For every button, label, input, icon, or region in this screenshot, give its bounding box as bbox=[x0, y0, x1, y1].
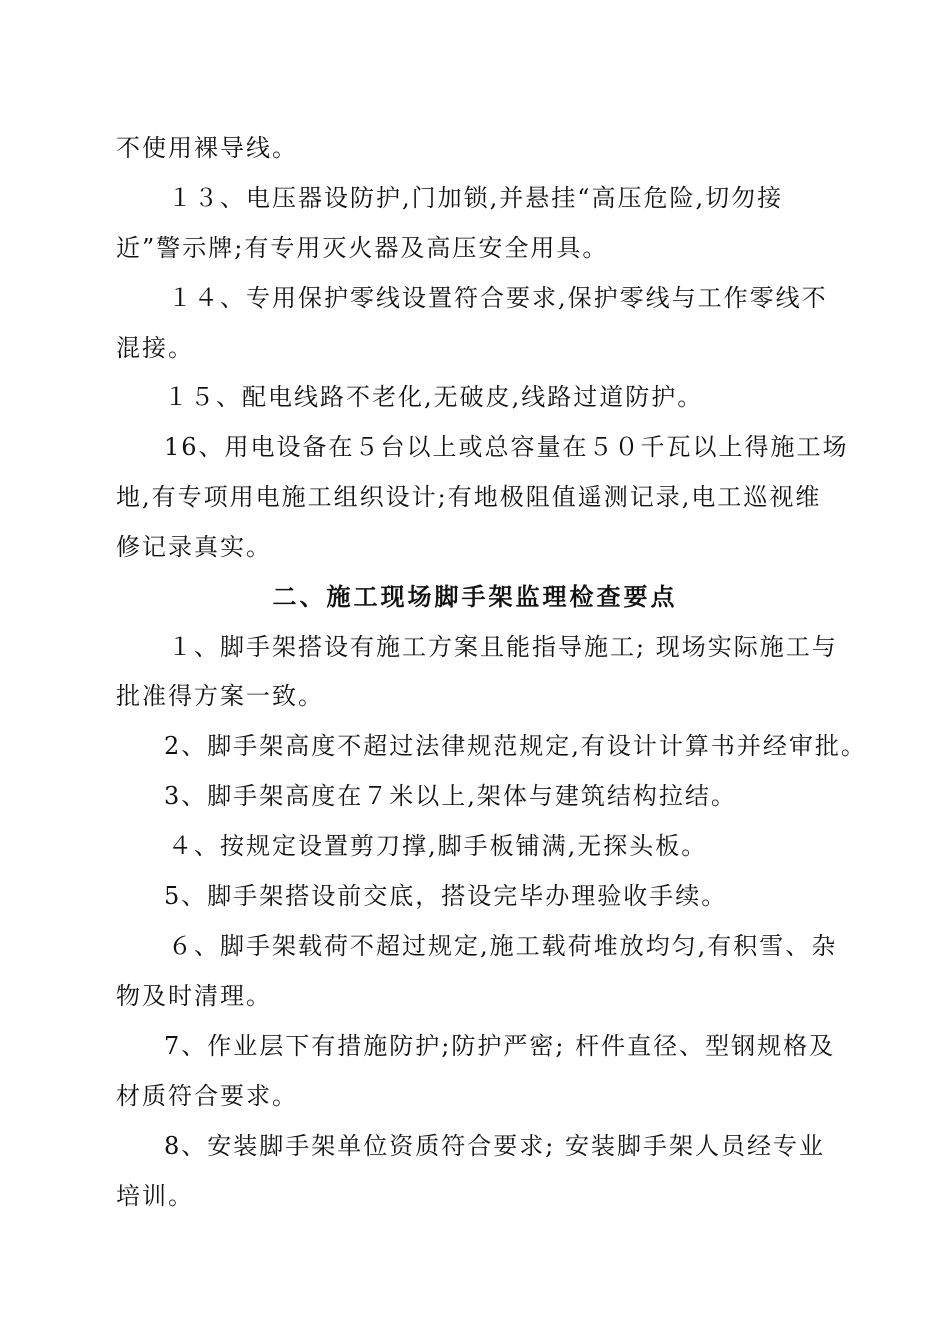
text-line: 不使用裸导线。 bbox=[116, 134, 298, 162]
text-line: １、脚手架搭设有施工方案且能指导施工; 现场实际施工与 bbox=[168, 633, 838, 661]
section-heading: 二、施工现场脚手架监理检查要点 bbox=[272, 582, 678, 611]
text-line: １３、电压器设防护,门加锁,并悬挂“高压危险,切勿接 bbox=[168, 184, 784, 212]
text-line: 培训。 bbox=[116, 1182, 194, 1210]
text-line: 批准得方案一致。 bbox=[116, 682, 324, 710]
text-line: １４、专用保护零线设置符合要求,保护零线与工作零线不 bbox=[168, 284, 828, 312]
text-line: 近”警示牌;有专用灭火器及高压安全用具。 bbox=[116, 234, 609, 262]
text-line: ４、按规定设置剪刀撑,脚手板铺满,无探头板。 bbox=[168, 832, 708, 860]
text-line: 物及时清理。 bbox=[116, 982, 272, 1010]
text-line: 修记录真实。 bbox=[116, 533, 272, 561]
text-line: 5、脚手架搭设前交底，搭设完毕办理验收手续。 bbox=[164, 882, 728, 910]
text-line: 地,有专项用电施工组织设计;有地极阻值遥测记录,电工巡视维 bbox=[116, 483, 822, 511]
text-line: １５、配电线路不老化,无破皮,线路过道防护。 bbox=[164, 383, 704, 411]
text-line: 混接。 bbox=[116, 334, 194, 362]
text-line: 3、脚手架高度在７米以上,架体与建筑结构拉结。 bbox=[164, 782, 737, 810]
text-line: ６、脚手架载荷不超过规定,施工载荷堆放均匀,有积雪、杂 bbox=[168, 932, 838, 960]
text-line: 材质符合要求。 bbox=[116, 1082, 298, 1110]
text-line: 2、脚手架高度不超过法律规范规定,有设计计算书并经审批。 bbox=[164, 732, 867, 760]
text-line: 8、安装脚手架单位资质符合要求; 安装脚手架人员经专业 bbox=[164, 1132, 825, 1160]
text-line: 16、用电设备在５台以上或总容量在５０千瓦以上得施工场 bbox=[164, 433, 849, 461]
text-line: 7、作业层下有措施防护;防护严密; 杆件直径、型钢规格及 bbox=[164, 1032, 836, 1060]
